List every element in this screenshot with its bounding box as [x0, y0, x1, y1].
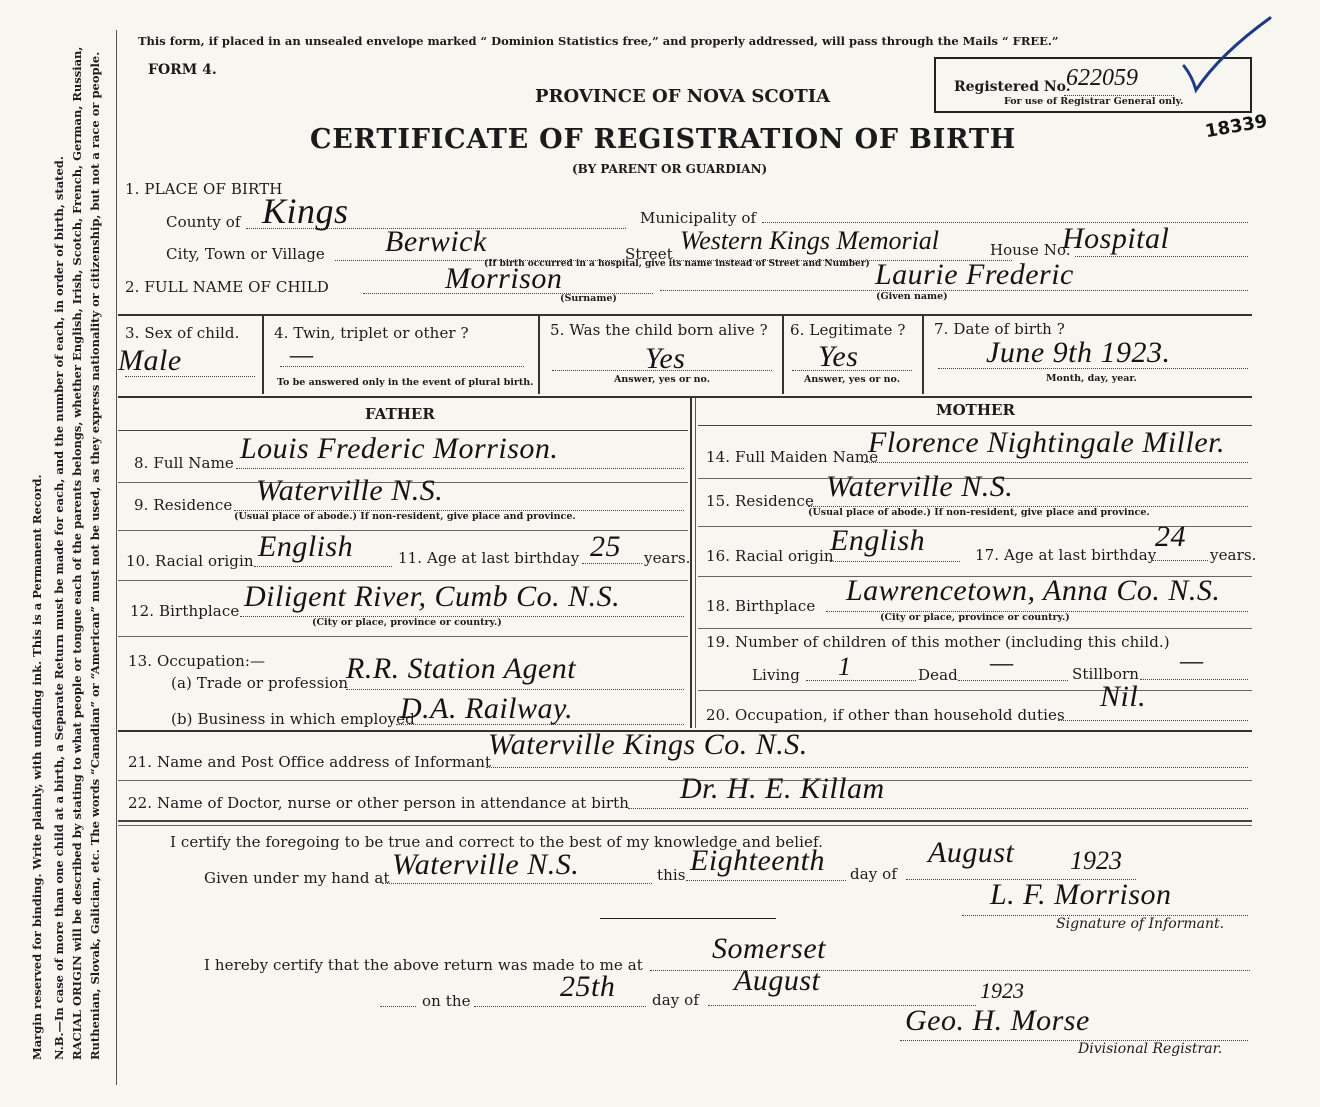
mother-residence-label: 15. Residence: [706, 492, 815, 510]
mother-name-value: Florence Nightingale Miller.: [868, 426, 1225, 459]
parents-divider-inner: [695, 398, 696, 728]
rule-22: [118, 820, 1252, 822]
form-number: FORM 4.: [148, 62, 217, 78]
house-label: House No.: [990, 241, 1071, 259]
divider-4-5: [538, 316, 540, 394]
given-under-label: Given under my hand at: [204, 869, 390, 887]
father-residence-value: Waterville N.S.: [256, 474, 444, 507]
father-occupation-label: 13. Occupation:—: [128, 652, 266, 670]
father-abode-note: (Usual place of abode.) If non-resident, give place and province.: [234, 511, 576, 522]
registrar-day-dotline: [474, 1006, 646, 1007]
legitimate-value: Yes: [818, 340, 859, 373]
father-birthplace-value: Diligent River, Cumb Co. N.S.: [244, 580, 621, 613]
mother-name-dotline: [864, 462, 1248, 463]
mother-occupation-value: Nil.: [1100, 680, 1147, 713]
registrar-month-value: August: [734, 964, 821, 997]
registered-note: For use of Registrar General only.: [1004, 96, 1184, 107]
informant-label: 21. Name and Post Office address of Informant: [128, 753, 492, 771]
street-label: Street: [625, 245, 673, 263]
dob-caption: Month, day, year.: [1046, 373, 1137, 384]
living-label: Living: [752, 666, 800, 684]
mother-occupation-label: 20. Occupation, if other than household duties: [706, 706, 1065, 724]
city-label: City, Town or Village: [166, 245, 325, 263]
county-value: Kings: [262, 191, 349, 231]
city-value: Berwick: [385, 225, 487, 258]
registrar-day-of-label: day of: [652, 991, 699, 1009]
father-birthplace-label: 12. Birthplace: [130, 602, 240, 620]
margin-note-4: Ruthenian, Slovak, Galician, etc. The words “Canadian” or “American” must not be used, as they express nationality or citizenship, but not a race or people.: [88, 51, 102, 1060]
father-heading: FATHER: [365, 405, 435, 423]
legitimate-answer-note: Answer, yes or no.: [804, 374, 901, 385]
certify-statement: I certify the foregoing to be true and correct to the best of my knowledge and belief.: [170, 833, 823, 851]
province-heading: PROVINCE OF NOVA SCOTIA: [535, 86, 831, 107]
street-value: Western Kings Memorial: [680, 226, 940, 255]
doctor-label: 22. Name of Doctor, nurse or other person in attendance at birth: [128, 794, 630, 812]
hospital-note: (If birth occurred in a hospital, give its name instead of Street and Number): [484, 259, 870, 269]
on-the-label: on the: [422, 992, 471, 1010]
father-trade-value: R.R. Station Agent: [346, 652, 577, 685]
mother-birthplace-value: Lawrencetown, Anna Co. N.S.: [846, 574, 1221, 607]
child-given-name: Laurie Frederic: [875, 258, 1074, 291]
registrar-day-value: 25th: [560, 970, 616, 1003]
day-dotline: [686, 880, 846, 881]
stillborn-dotline: [1140, 679, 1248, 680]
municipality-dotline: [762, 222, 1248, 223]
father-racial-value: English: [258, 530, 354, 563]
father-name-dotline: [236, 468, 684, 469]
father-birthplace-note: (City or place, province or country.): [312, 617, 502, 628]
father-age-label: 11. Age at last birthday: [398, 549, 580, 567]
child-name-label: 2. FULL NAME OF CHILD: [125, 278, 329, 296]
given-place-dotline: [382, 883, 652, 884]
day-value: Eighteenth: [690, 844, 825, 877]
mother-age-label: 17. Age at last birthday: [975, 546, 1157, 564]
stillborn-label: Stillborn: [1072, 665, 1140, 683]
rule-top-grid: [118, 314, 1252, 316]
margin-note-3: RACIAL ORIGIN will be described by stating to what people or tongue each of the parents belongs, whether English, Irish, Scotch, French, German, Russian,: [70, 46, 84, 1060]
rule-parents-top: [118, 396, 1252, 398]
dob-value: June 9th 1923.: [986, 336, 1171, 369]
father-racial-label: 10. Racial origin: [126, 552, 254, 570]
mother-birthplace-note: (City or place, province or country.): [880, 612, 1070, 623]
rule-f12: [118, 636, 688, 637]
father-trade-dotline: [346, 689, 684, 690]
given-place-value: Waterville N.S.: [392, 848, 580, 881]
twin-value: —: [290, 340, 314, 369]
doctor-value: Dr. H. E. Killam: [680, 772, 885, 805]
divider-5-6: [782, 316, 784, 394]
year-value: 1923: [1070, 846, 1122, 875]
informant-value: Waterville Kings Co. N.S.: [488, 728, 808, 761]
dead-dotline: [958, 680, 1068, 681]
binding-margin-line: [116, 30, 117, 1085]
signature-caption: Signature of Informant.: [1056, 916, 1225, 932]
informant-dotline: [486, 767, 1248, 768]
mother-name-label: 14. Full Maiden Name: [706, 448, 879, 466]
dead-label: Dead: [918, 666, 958, 684]
registered-number: 622059: [1066, 65, 1138, 91]
father-years-label: years.: [644, 549, 691, 567]
this-label: this: [657, 866, 686, 884]
sex-label: 3. Sex of child.: [125, 324, 240, 342]
margin-note-1: Margin reserved for binding. Write plainly, with unfading ink. This is a Permanent Record.: [30, 474, 44, 1060]
alive-value: Yes: [645, 342, 686, 375]
doctor-dotline: [628, 808, 1248, 809]
day-of-label: day of: [850, 865, 897, 883]
alive-label: 5. Was the child born alive ?: [550, 321, 768, 339]
mother-age-dotline: [1152, 560, 1208, 561]
mother-racial-value: English: [830, 524, 926, 557]
stamp-number: 18339: [1203, 110, 1269, 143]
father-age-value: 25: [590, 530, 621, 563]
twin-dotline: [280, 366, 524, 367]
dob-label: 7. Date of birth ?: [934, 320, 1065, 338]
mother-years-label: years.: [1210, 546, 1257, 564]
legitimate-label: 6. Legitimate ?: [790, 321, 906, 339]
father-name-value: Louis Frederic Morrison.: [240, 432, 559, 465]
mother-occupation-dotline: [1058, 720, 1248, 721]
twin-note: To be answered only in the event of plural birth.: [277, 377, 534, 388]
dead-value: —: [990, 648, 1014, 677]
certificate-subtitle: (BY PARENT OR GUARDIAN): [572, 162, 768, 176]
father-trade-label: (a) Trade or profession: [171, 674, 349, 692]
given-caption: (Given name): [876, 291, 948, 302]
rule-22b: [118, 825, 1252, 826]
certificate-title: CERTIFICATE OF REGISTRATION OF BIRTH: [310, 124, 1017, 155]
children-label: 19. Number of children of this mother (including this child.): [706, 633, 1170, 651]
month-value: August: [928, 836, 1015, 869]
father-business-label: (b) Business in which employed: [171, 710, 415, 728]
mother-racial-dotline: [830, 561, 960, 562]
rule-father-head: [118, 430, 688, 431]
registrar-statement: I hereby certify that the above return was made to me at: [204, 956, 643, 974]
father-residence-label: 9. Residence: [134, 496, 233, 514]
county-label: County of: [166, 213, 241, 231]
father-name-label: 8. Full Name: [134, 454, 234, 472]
stillborn-value: —: [1180, 646, 1204, 675]
surname-caption: (Surname): [560, 293, 617, 304]
living-dotline: [806, 680, 916, 681]
mail-note: This form, if placed in an unsealed envelope marked “ Dominion Statistics free,” and properly addressed, will pass through the Mails “ FREE.”: [138, 34, 1059, 48]
divider-3-4: [262, 316, 264, 394]
mother-racial-label: 16. Racial origin: [706, 547, 834, 565]
divider-6-7: [922, 316, 924, 394]
rule-m18: [698, 628, 1252, 629]
place-of-birth-label: 1. PLACE OF BIRTH: [125, 180, 283, 198]
father-business-value: D.A. Railway.: [400, 692, 574, 725]
mother-birthplace-label: 18. Birthplace: [706, 597, 816, 615]
house-value: Hospital: [1062, 222, 1170, 255]
rule-m19: [698, 690, 1252, 691]
sex-value: Male: [118, 344, 182, 377]
rule-certification-divider: [600, 918, 776, 919]
registered-label: Registered No.: [954, 79, 1071, 95]
registrar-signature: Geo. H. Morse: [905, 1004, 1090, 1037]
municipality-label: Municipality of: [640, 209, 757, 227]
mother-heading: MOTHER: [936, 401, 1015, 419]
mother-abode-note: (Usual place of abode.) If non-resident, give place and province.: [808, 507, 1150, 518]
mother-residence-value: Waterville N.S.: [826, 470, 1014, 503]
margin-note-2: N.B.—In case of more than one child at a birth, a Separate Return must be made for each, and the number of each, in order of birth, stated.: [52, 156, 66, 1060]
child-surname: Morrison: [445, 262, 563, 295]
registrar-year-value: 1923: [980, 978, 1024, 1003]
registrar-pre-dotline: [380, 1006, 416, 1007]
father-racial-dotline: [254, 566, 392, 567]
informant-signature: L. F. Morrison: [990, 878, 1172, 911]
twin-label: 4. Twin, triplet or other ?: [274, 324, 469, 342]
registrar-caption: Divisional Registrar.: [1078, 1041, 1223, 1057]
alive-answer-note: Answer, yes or no.: [614, 374, 711, 385]
living-value: 1: [838, 652, 851, 681]
checkmark-icon: [1180, 14, 1275, 94]
house-dotline: [1075, 256, 1248, 257]
mother-age-value: 24: [1155, 520, 1186, 553]
registrar-place-value: Somerset: [712, 932, 826, 965]
